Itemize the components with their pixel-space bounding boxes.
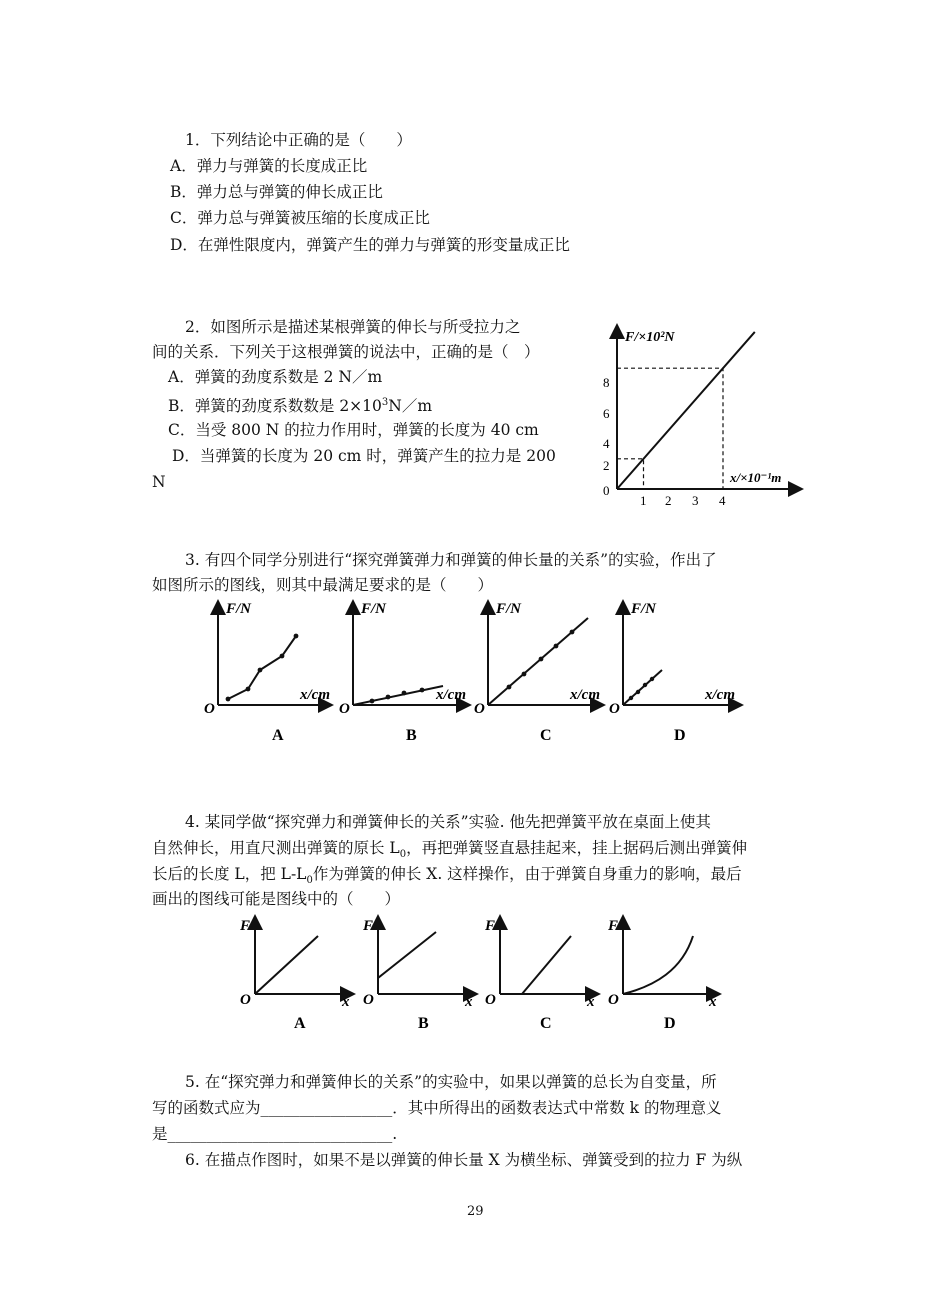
q3-graph-d xyxy=(609,601,740,744)
svg-text:x/cm: x/cm xyxy=(705,687,735,703)
q2-series-line xyxy=(617,332,755,489)
q4-line1: 4. 某同学做“探究弹力和弹簧伸长的关系”实验. 他先把弹簧平放在桌面上使其 xyxy=(185,813,711,831)
q4-subscript-0b: 0 xyxy=(306,875,313,887)
svg-text:O: O xyxy=(363,992,374,1008)
svg-text:x: x xyxy=(465,994,473,1010)
q2-graph xyxy=(595,315,810,515)
q4-line2 xyxy=(152,838,747,865)
q4-caption-a: A xyxy=(294,1015,306,1032)
q1-stem: 1．下列结论中正确的是（ ） xyxy=(185,131,412,149)
svg-text:x: x xyxy=(587,994,595,1010)
q4-graph-a xyxy=(239,918,352,1032)
svg-text:O: O xyxy=(608,992,619,1008)
q1-option-b: B．弹力总与弹簧的伸长成正比 xyxy=(170,183,383,201)
q4-line3-a: 长后的长度 L，把 L-L xyxy=(152,865,307,883)
q2-y-tick-8: 8 xyxy=(603,375,610,390)
q2-y-tick-2: 2 xyxy=(603,458,610,473)
q4-graph-c xyxy=(484,918,597,1032)
svg-text:F/N: F/N xyxy=(361,601,387,617)
q2-option-b-suffix: N／m xyxy=(388,397,433,416)
q2-option-b-prefix: B．弹簧的劲度系数数是 2×10 xyxy=(168,397,382,416)
q2-option-a: A．弹簧的劲度系数是 2 N／m xyxy=(168,368,383,386)
svg-text:F/N: F/N xyxy=(496,601,522,617)
q2-y-axis-label: F/×10²N xyxy=(625,330,675,345)
q4-caption-c: C xyxy=(540,1015,552,1032)
q2-stem-line2: 间的关系．下列关于这根弹簧的说法中，正确的是（ ） xyxy=(152,343,540,361)
q3-caption-a: A xyxy=(272,727,284,744)
q2-x-tick-4: 4 xyxy=(719,493,726,508)
q2-x-tick-2: 2 xyxy=(665,493,672,508)
q2-stem-line1: 2．如图所示是描述某根弹簧的伸长与所受拉力之 xyxy=(185,318,521,336)
q3-graphs xyxy=(200,595,760,750)
q4-subscript-0a: 0 xyxy=(399,849,407,861)
q3-caption-d: D xyxy=(674,727,686,744)
q5-line2: 写的函数式应为_________________．其中所得出的函数表达式中常数 k 的物理意义 xyxy=(152,1099,722,1117)
q2-y-tick-4: 4 xyxy=(603,436,610,451)
q4-line4: 画出的图线可能是图线中的（ ） xyxy=(152,890,401,908)
svg-text:F/N: F/N xyxy=(631,601,657,617)
q2-option-d-line1: D．当弹簧的长度为 20 cm 时，弹簧产生的拉力是 200 xyxy=(172,447,556,465)
svg-text:O: O xyxy=(474,701,485,717)
q4-line3-b: 作为弹簧的伸长 X. 这样操作，由于弹簧自身重力的影响，最后 xyxy=(312,865,742,883)
svg-text:F: F xyxy=(240,918,251,934)
q2-option-b-exponent: 3 xyxy=(381,397,389,408)
q3-graph-b xyxy=(339,601,468,744)
svg-text:O: O xyxy=(485,992,496,1008)
q2-y-tick-6: 6 xyxy=(603,406,610,421)
q3-graph-a xyxy=(204,601,330,744)
page-number: 29 xyxy=(467,1204,484,1219)
q4-line3 xyxy=(152,864,742,891)
q3-graph-c xyxy=(474,601,602,744)
svg-text:x/cm: x/cm xyxy=(300,687,330,703)
q4-caption-d: D xyxy=(664,1015,676,1032)
q2-x-axis-label: x/×10⁻¹m xyxy=(730,470,782,485)
q4-line2-a: 自然伸长，用直尺测出弹簧的原长 L xyxy=(152,839,400,857)
svg-text:F: F xyxy=(608,918,619,934)
svg-text:x/cm: x/cm xyxy=(570,687,600,703)
q2-option-c: C．当受 800 N 的拉力作用时，弹簧的长度为 40 cm xyxy=(168,421,539,439)
q1-option-c: C．弹力总与弹簧被压缩的长度成正比 xyxy=(170,209,430,227)
q1-option-d: D．在弹性限度内，弹簧产生的弹力与弹簧的形变量成正比 xyxy=(170,236,570,254)
svg-text:F: F xyxy=(363,918,374,934)
svg-text:x/cm: x/cm xyxy=(436,687,466,703)
svg-text:F/N: F/N xyxy=(226,601,252,617)
q4-graph-b xyxy=(362,918,475,1032)
svg-text:O: O xyxy=(609,701,620,717)
q5-line3: 是_____________________________. xyxy=(152,1125,398,1143)
svg-text:O: O xyxy=(204,701,215,717)
q3-stem-line2: 如图所示的图线，则其中最满足要求的是（ ） xyxy=(152,576,494,594)
q2-option-d-line2: N xyxy=(152,473,166,491)
q2-option-b xyxy=(168,393,432,416)
q2-x-tick-1: 1 xyxy=(640,493,647,508)
svg-text:x: x xyxy=(709,994,717,1010)
svg-text:F: F xyxy=(485,918,496,934)
q5-line1: 5. 在“探究弹力和弹簧伸长的关系”的实验中，如果以弹簧的总长为自变量，所 xyxy=(185,1073,717,1091)
q2-x-tick-3: 3 xyxy=(692,493,699,508)
q4-graphs xyxy=(230,910,730,1035)
q4-caption-b: B xyxy=(418,1015,429,1032)
q3-caption-b: B xyxy=(406,727,417,744)
q2-y-tick-0: 0 xyxy=(603,483,610,498)
q1-option-a: A．弹力与弹簧的长度成正比 xyxy=(170,157,368,175)
q4-line2-b: ，再把弹簧竖直悬挂起来，挂上据码后测出弹簧伸 xyxy=(406,839,748,857)
q6-line1: 6. 在描点作图时，如果不是以弹簧的伸长量 X 为横坐标、弹簧受到的拉力 F 为纵 xyxy=(185,1151,743,1169)
q3-stem-line1: 3. 有四个同学分别进行“探究弹簧弹力和弹簧的伸长量的关系”的实验，作出了 xyxy=(185,551,717,569)
svg-text:O: O xyxy=(339,701,350,717)
q4-graph-d xyxy=(607,918,718,1032)
svg-text:O: O xyxy=(240,992,251,1008)
svg-text:x: x xyxy=(342,994,350,1010)
q3-caption-c: C xyxy=(540,727,552,744)
